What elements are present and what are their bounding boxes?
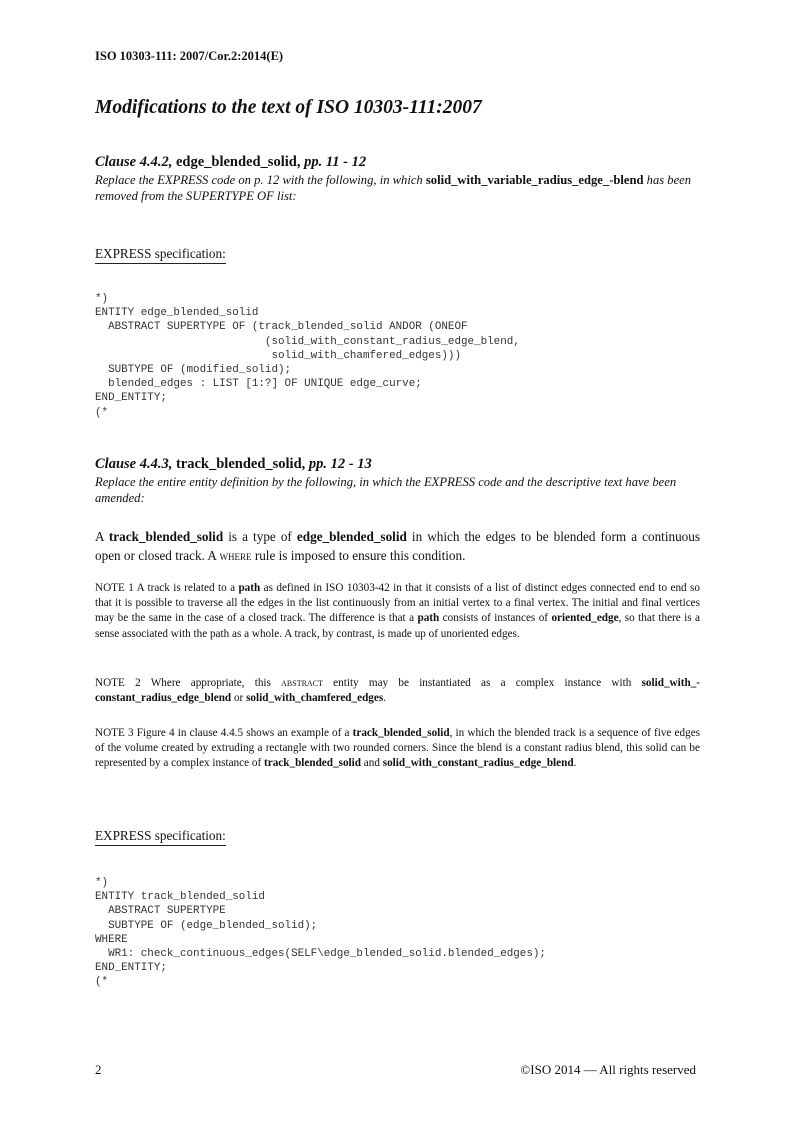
entity-name: solid_with_variable_radius_edge_-blend [425,173,644,187]
clause-number: Clause 4.4.3, [95,456,173,472]
note-3: NOTE 3 Figure 4 in clause 4.4.5 shows an example of a track_blended_solid, in which the blended track is a sequence of five edges of the volume created by extruding a rectangle with two rounded corners. Since the blend is a constant radius blend, this solid can be represented by a complex instance of track_blended_solid and solid_with_constant_radius_edge_blend. [95,727,701,770]
clause-number: Clause 4.4.2, [95,154,173,170]
clause-pages: pp. 12 - 13 [308,456,372,472]
clause-4-4-3-heading [95,456,372,473]
express-code-block: *) ENTITY track_blended_solid ABSTRACT SUPERTYPE SUBTYPE OF (edge_blended_solid); WHERE WR1: check_continuous_edges(SELF\edge_blended_solid.blended_edges); END_ENTITY; (* [95,877,546,989]
document-title: Modifications to the text of ISO 10303-111:2007 [95,97,482,118]
express-code-block: *) ENTITY edge_blended_solid ABSTRACT SUPERTYPE OF (track_blended_solid ANDOR (ONEOF (solid_with_constant_radius_edge_blend, solid_with_chamfered_edges))) SUBTYPE OF (modified_solid); blended_edges : LIST [1:?] OF UNIQUE edge_curve; END_ENTITY; (* [95,293,520,419]
clause-entity: edge_blended_solid, [175,154,301,170]
clause-4-4-3-instruction: Replace the entire entity definition by the following, in which the EXPRESS code and the descriptive text have been amended: [95,475,677,505]
document-header: ISO 10303-111: 2007/Cor.2:2014(E) [95,49,284,63]
note-1: NOTE 1 A track is related to a path as defined in ISO 10303-42 in that it consists of a list of distinct edges connected end to end so that it is possible to traverse all the edges in the list continuously from an initial vertex to a final vertex. The initial and final vertices may be the same in the case of a closed track. The difference is that a path consists of instances of oriented_edge, so that there is a sense associated with the path as a whole. A track, by contrast, is made up of unoriented edges. [95,582,700,640]
note-2: NOTE 2 Where appropriate, this abstract entity may be instantiated as a complex instance with solid_with_-constant_radius_edge_blend or solid_with_chamfered_edges. [95,677,700,705]
definition-paragraph: A track_blended_solid is a type of edge_blended_solid in which the edges to be blended form a continuous open or closed track. A where rule is imposed to ensure this condition. [95,529,701,563]
express-spec-label: EXPRESS specification: [95,246,226,264]
clause-4-4-2-instruction: Replace the EXPRESS code on p. 12 with the following, in which solid_with_variable_radius_edge_-blend has been removed from the SUPERTYPE OF list: [95,173,692,203]
clause-4-4-2-heading [95,154,366,171]
clause-entity: track_blended_solid, [175,456,306,472]
page-number: 2 [95,1062,102,1077]
clause-pages: pp. 11 - 12 [304,154,367,170]
express-spec-label: EXPRESS specification: [95,828,226,846]
copyright-notice: ©ISO 2014 — All rights reserved [520,1062,696,1077]
